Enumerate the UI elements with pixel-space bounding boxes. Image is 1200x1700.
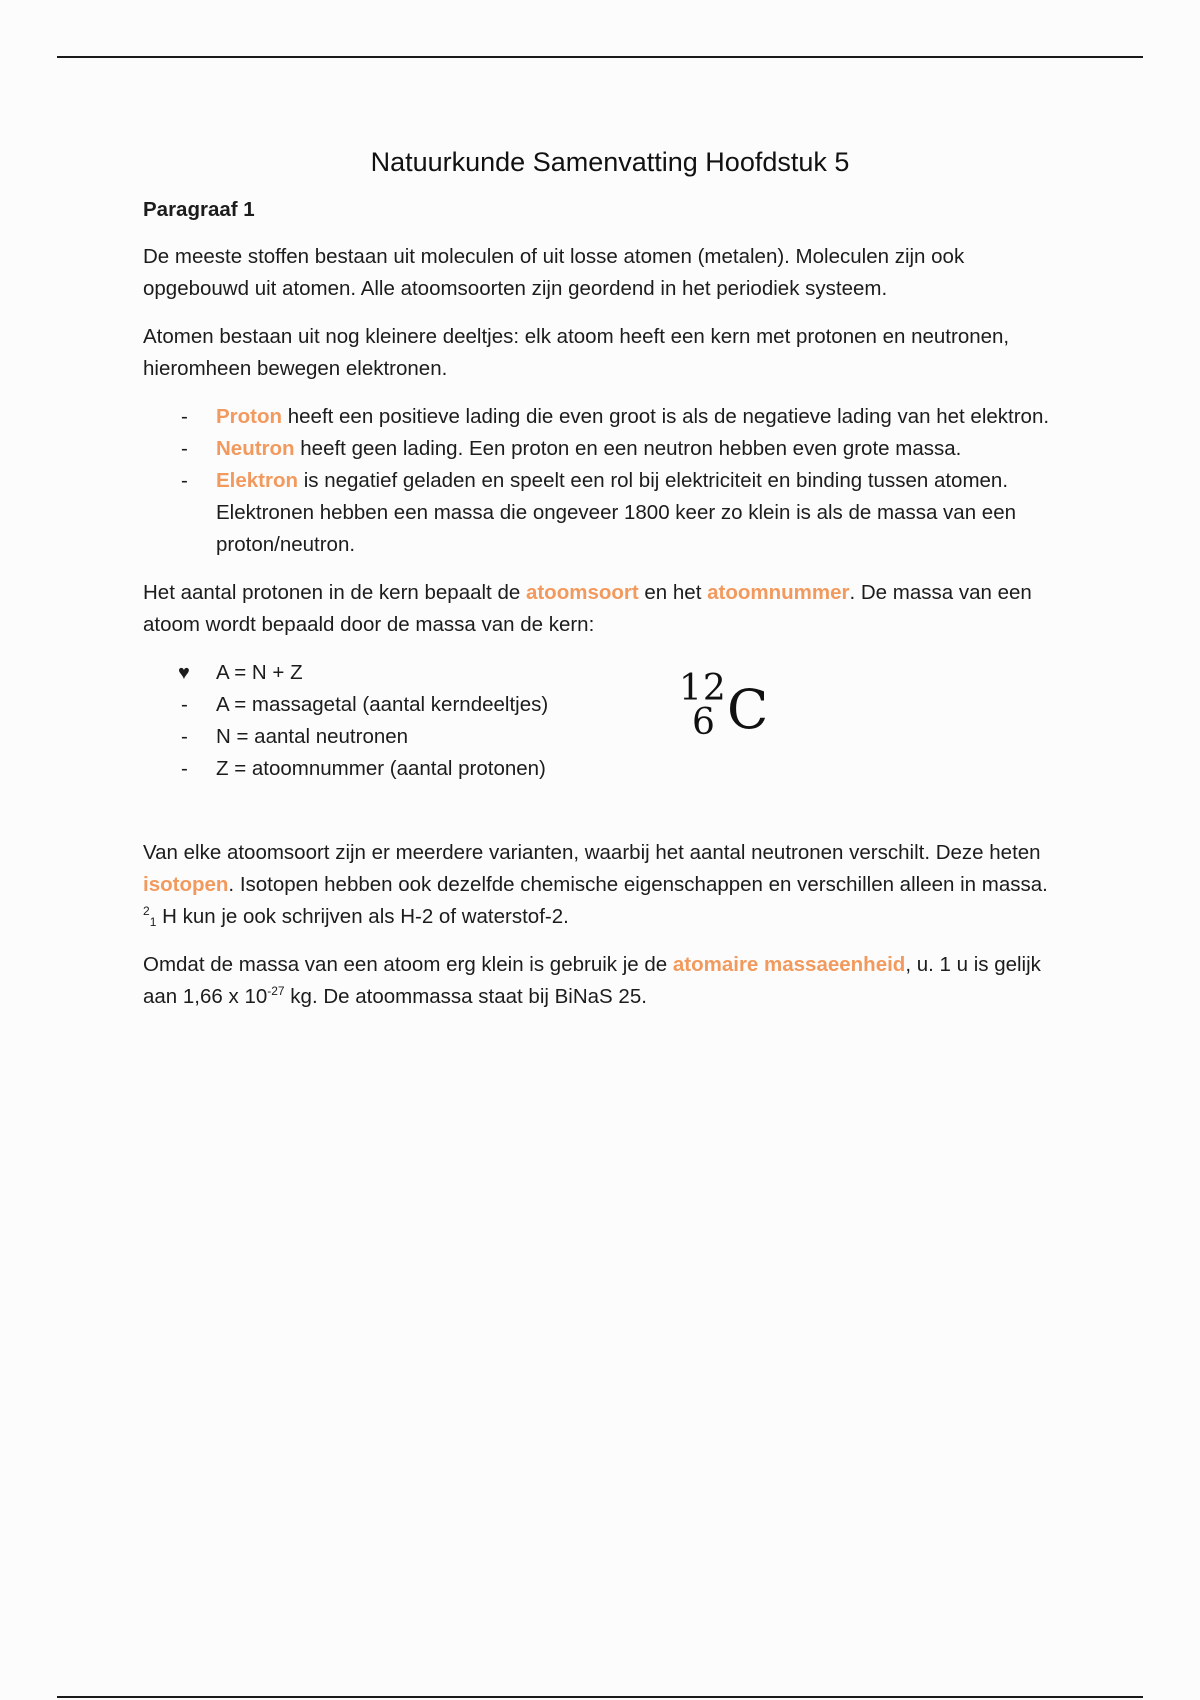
proton-description: heeft een positieve lading die even groot is als de negatieve lading van het elektron.: [282, 405, 1050, 428]
paragraph-molecules: De meeste stoffen bestaan uit moleculen of uit losse atomen (metalen). Moleculen zijn ook opgebouwd uit atomen. Alle atoomsoorten zijn geordend in het periodiek systeem.: [143, 245, 965, 300]
nuclide-atomic-number: 6: [692, 702, 715, 743]
footer-rule: [57, 1696, 1143, 1698]
term-elektron: Elektron: [216, 469, 299, 492]
isotope-superscript: 2: [143, 904, 150, 918]
term-atoomnummer: atoomnummer: [707, 581, 850, 604]
paragraph-atomic-number: Het aantal protonen in de kern bepaalt de atoomsoort en het atoomnummer. De massa van een atoom wordt bepaald door de massa van de kern:: [143, 581, 1032, 636]
list-item: [143, 433, 1063, 465]
paragraph-atomic-mass-unit: Omdat de massa van een atoom erg klein is gebruik je de atomaire massaeenheid, u. 1 u is gelijk aan 1,66 x $10^{-27}$ kg. De atoommassa staat bij BiNaS 25.: [143, 953, 1041, 1008]
definition-n: N = aantal neutronen: [216, 725, 409, 748]
term-proton: Proton: [216, 405, 283, 428]
list-item: [143, 753, 1063, 785]
document-page: [143, 140, 1063, 1029]
term-isotopen: isotopen: [143, 873, 229, 896]
dash-bullet: -: [181, 469, 188, 492]
dash-bullet: -: [181, 405, 188, 428]
particle-list: [143, 401, 1063, 561]
heart-icon: ♥: [178, 662, 190, 684]
list-item: [143, 657, 1063, 689]
paragraph-isotopes: Van elke atoomsoort zijn er meerdere varianten, waarbij het aantal neutronen verschilt. Deze heten isotopen. Isotopen hebben ook dezelfde chemische eigenschappen en verschillen alleen in massa. $^2$1 H kun je ook schrijven als H-2 of waterstof-2.: [143, 841, 1048, 929]
term-atomaire-massaeenheid: atomaire massaeenheid: [672, 953, 906, 976]
formula-main: A = N + Z: [216, 661, 303, 684]
definition-z: Z = atoomnummer (aantal protonen): [216, 757, 546, 780]
isotope-subscript: 1: [149, 915, 157, 929]
document-title: Natuurkunde Samenvatting Hoofdstuk 5: [370, 147, 850, 177]
list-item: [143, 721, 1063, 753]
term-neutron: Neutron: [216, 437, 295, 460]
exponent: -27: [267, 984, 285, 998]
dash-bullet: -: [181, 725, 188, 748]
list-item: [143, 689, 1063, 721]
dash-bullet: -: [181, 757, 188, 780]
list-item: [143, 401, 1063, 433]
dash-bullet: -: [181, 693, 188, 716]
carbon-nuclide-notation: [679, 668, 769, 750]
formula-block: [143, 657, 1063, 780]
list-item: [143, 465, 1063, 561]
definition-a: A = massagetal (aantal kerndeeltjes): [216, 693, 549, 716]
header-rule: [57, 56, 1143, 58]
elektron-description: is negatief geladen en speelt een rol bij elektriciteit en binding tussen atomen. Elektronen hebben een massa die ongeveer 1800 keer zo klein is als de massa van een proton/neutron.: [216, 469, 1017, 556]
term-atoomsoort: atoomsoort: [525, 581, 639, 604]
nuclide-symbol: C: [727, 678, 769, 741]
dash-bullet: -: [181, 437, 188, 460]
section-heading: Paragraaf 1: [143, 198, 255, 221]
neutron-description: heeft geen lading. Een proton en een neutron hebben even grote massa.: [294, 437, 962, 460]
formula-list: [143, 657, 1063, 785]
paragraph-atoms: Atomen bestaan uit nog kleinere deeltjes: elk atoom heeft een kern met protonen en neutronen, hieromheen bewegen elektronen.: [143, 325, 1010, 380]
nuclide-mass-number: 12: [679, 668, 727, 709]
